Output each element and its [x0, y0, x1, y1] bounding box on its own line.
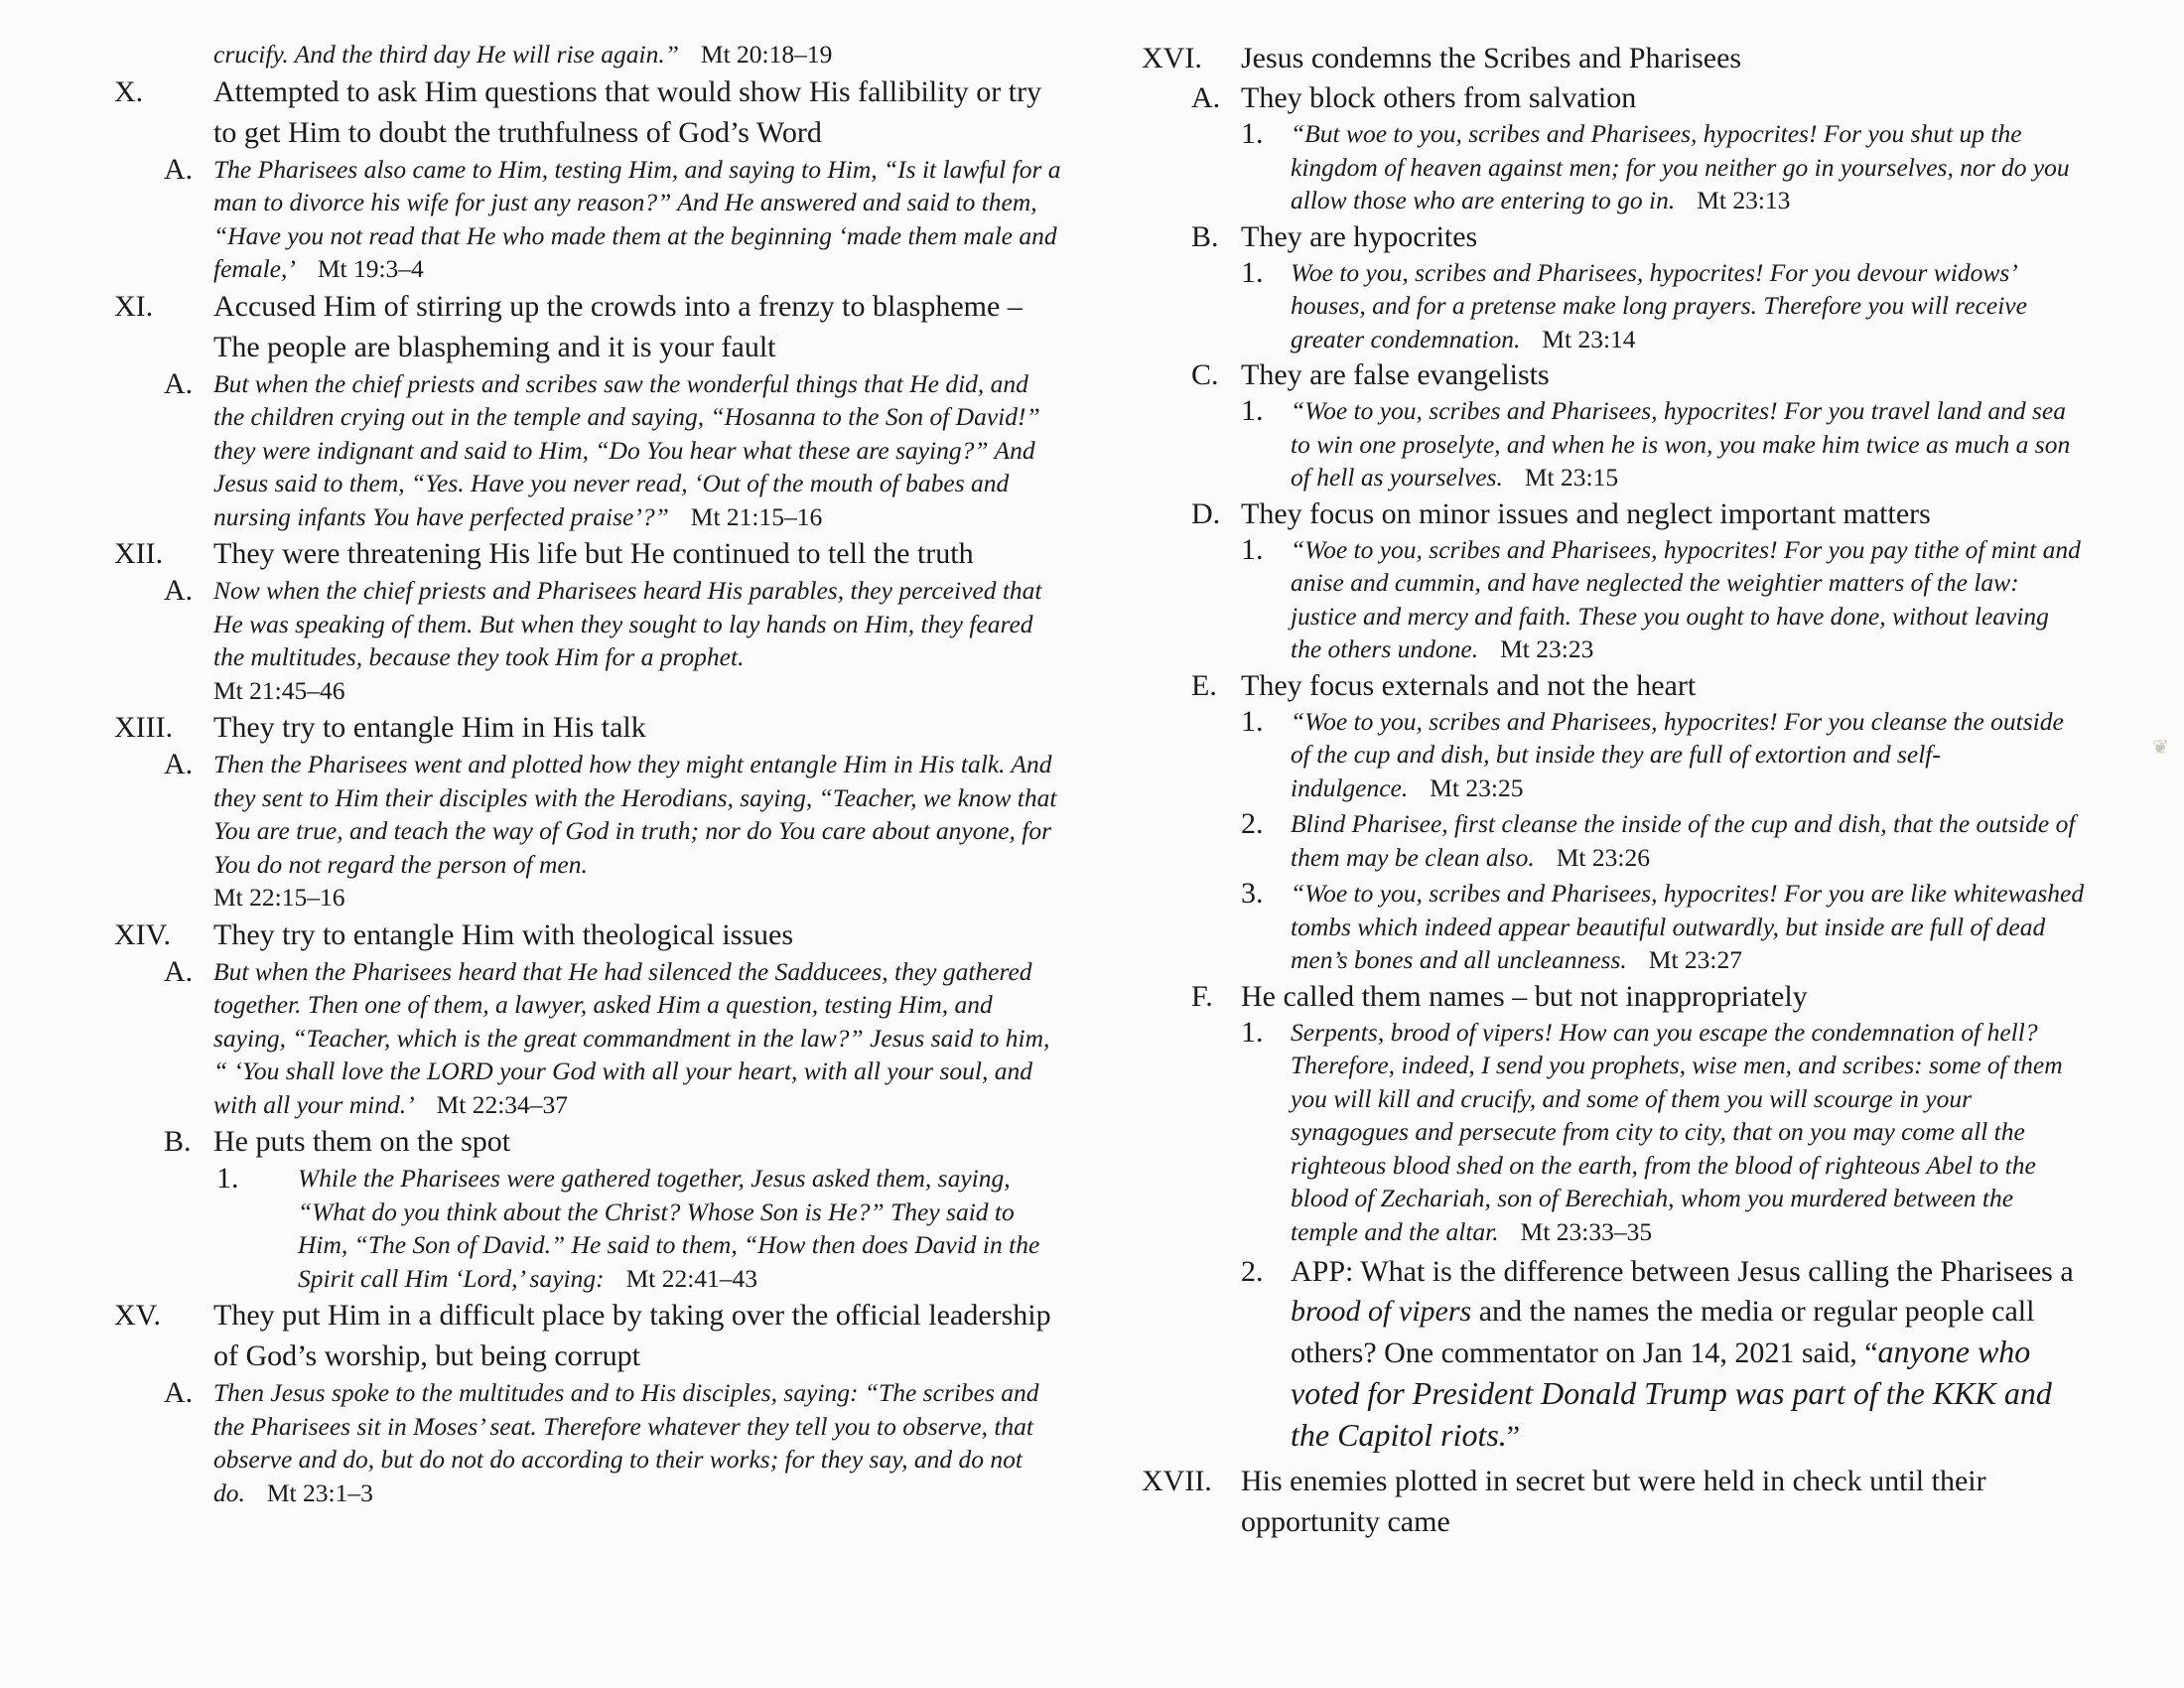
number-marker: 1.: [1241, 394, 1264, 427]
sub-item-xvi-e-1: [1142, 705, 2085, 805]
scripture-ref: Mt 22:34–37: [436, 1089, 569, 1119]
sub-item-xiv-b: [109, 1121, 1062, 1162]
letter-marker: A.: [164, 1376, 194, 1409]
roman-numeral: XI.: [114, 289, 154, 323]
scripture-ref: Mt 23:15: [1524, 463, 1619, 492]
number-marker: 3.: [1241, 877, 1264, 910]
number-marker: 1.: [1241, 117, 1264, 150]
sub-item-xvi-e-3: [1142, 877, 2085, 977]
quote-text: Now when the chief priests and Pharisees heard His parables, they perceived that He was speaking of them. But when they sought to lay hands on Him, they feared the multitudes, because they took Him for a prophet.: [213, 576, 1042, 671]
number-marker: 1.: [1241, 255, 1264, 289]
app-text-end: ”: [1506, 1420, 1521, 1453]
outline-item-xiii: [109, 707, 1062, 748]
scripture-ref: Mt 23:25: [1430, 773, 1524, 802]
scripture-ref: Mt 23:1–3: [266, 1477, 373, 1507]
letter-marker: C.: [1191, 358, 1219, 391]
roman-numeral: XVI.: [1142, 42, 1202, 74]
sub-heading: He puts them on the spot: [213, 1125, 511, 1158]
outline-item-xi: [109, 286, 1062, 367]
outline-item-xiv: [109, 914, 1062, 955]
sub-heading: They are false evangelists: [1241, 358, 1550, 391]
outline-item-xvi: [1142, 38, 2085, 78]
sub-item-xiii-a: [109, 748, 1062, 914]
letter-marker: A.: [164, 152, 194, 186]
number-marker: 1.: [1241, 1015, 1264, 1049]
continued-quote: [109, 38, 1062, 71]
outline-heading: They were threatening His life but He continued to tell the truth: [213, 537, 974, 570]
quote-text: “Woe to you, scribes and Pharisees, hypocrites! For you cleanse the outside of the cup and dish, but inside they are full of extortion and self-indulgence.: [1291, 706, 2064, 802]
quote-text: crucify. And the third day He will rise again.”: [213, 40, 679, 69]
letter-marker: A.: [164, 954, 194, 988]
sub-item-xvi-b: [1142, 217, 2085, 256]
sub-item-xvi-f: [1142, 977, 2085, 1016]
roman-numeral: XII.: [114, 537, 164, 570]
quote-text: Then the Pharisees went and plotted how they might entangle Him in His talk. And they sent to Him their disciples with the Herodians, saying, “Teacher, we know that You are true, and teach the way of God in truth; nor do You care about anyone, for You do not regard the person of men.: [213, 750, 1057, 879]
number-marker: 2.: [1241, 1255, 1264, 1288]
number-marker: 1.: [1241, 532, 1264, 566]
scripture-ref: Mt 20:18–19: [700, 40, 833, 69]
paper-speck: ❦: [2152, 737, 2169, 759]
outline-item-x: [109, 71, 1062, 153]
sub-item-xvi-f-2: [1142, 1252, 2085, 1457]
app-emphasis: brood of vipers: [1291, 1295, 1472, 1328]
letter-marker: A.: [1191, 81, 1221, 114]
sub-item-x-a: [109, 153, 1062, 286]
outline-item-xii: [109, 533, 1062, 574]
sub-heading: They focus externals and not the heart: [1241, 668, 1697, 702]
letter-marker: B.: [164, 1125, 192, 1158]
quote-text: While the Pharisees were gathered together, Jesus asked them, saying, “What do you think about the Christ? Whose Son is He?” They said to Him, “The Son of David.” He said to them, “How then does David in the Spirit call Him ‘Lord,’ saying:: [298, 1164, 1040, 1293]
sub-item-xvi-e: [1142, 666, 2085, 705]
quote-text: The Pharisees also came to Him, testing Him, and saying to Him, “Is it lawful for a man to divorce his wife for just any reason?” And He answered and said to them, “Have you not read that He who made them at the beginning ‘made them male and female,’: [213, 154, 1061, 283]
number-marker: 1.: [216, 1162, 239, 1195]
outline-heading: Accused Him of stirring up the crowds into a frenzy to blaspheme – The people are blaspheming and it is your fault: [213, 289, 1023, 363]
quote-text: Serpents, brood of vipers! How can you escape the condemnation of hell? Therefore, indeed, I send you prophets, wise men, and scribes: some of them you will kill and crucify, and some of them you will scourge in your synagogues and persecute from city to city, that on you may come all the righteous blood shed on the earth, from the blood of righteous Abel to the blood of Zechariah, son of Berechiah, whom you murdered between the temple and the altar.: [1291, 1017, 2063, 1246]
outline-heading: His enemies plotted in secret but were held in check until their opportunity came: [1241, 1465, 1986, 1538]
sub-item-xvi-d: [1142, 494, 2085, 533]
scripture-ref: Mt 23:14: [1542, 324, 1636, 353]
quote-text: Then Jesus spoke to the multitudes and to His disciples, saying: “The scribes and the Pharisees sit in Moses’ seat. Therefore whatever they tell you to observe, that observe and do, but do not do according to their works; for they say, and do not do.: [213, 1378, 1039, 1507]
app-text-start: APP: What is the difference between Jesus calling the Pharisees a: [1291, 1255, 2074, 1288]
scripture-ref: Mt 23:26: [1556, 842, 1650, 872]
letter-marker: F.: [1191, 979, 1213, 1013]
sub-heading: They block others from salvation: [1241, 81, 1637, 114]
quote-text: But when the chief priests and scribes saw the wonderful things that He did, and the children crying out in the temple and saying, “Hosanna to the Son of David!” they were indignant and said to Him, “Do You hear what these are saying?” And Jesus said to them, “Yes. Have you never read, ‘Out of the mouth of babes and nursing infants You have perfected praise’?”: [213, 368, 1040, 531]
letter-marker: B.: [1191, 219, 1219, 253]
sub-item-xvi-f-1: [1142, 1016, 2085, 1249]
sub-heading: They focus on minor issues and neglect important matters: [1241, 496, 1931, 530]
scripture-ref: Mt 22:15–16: [213, 883, 345, 912]
sub-heading: He called them names – but not inappropriately: [1241, 979, 1808, 1013]
quote-text: “Woe to you, scribes and Pharisees, hypocrites! For you pay tithe of mint and anise and cummin, and have neglected the weightier matters of the law: justice and mercy and faith. These you ought to have done, without leaving the others undone.: [1291, 534, 2081, 663]
letter-marker: D.: [1191, 496, 1221, 530]
sub-item-xvi-a: [1142, 78, 2085, 117]
left-column: [109, 38, 1062, 1509]
sub-heading: They are hypocrites: [1241, 219, 1478, 253]
sub-item-xvi-b-1: [1142, 256, 2085, 356]
scripture-ref: Mt 23:33–35: [1520, 1216, 1653, 1246]
scripture-ref: Mt 23:23: [1500, 634, 1594, 663]
outline-heading: Jesus condemns the Scribes and Pharisees: [1241, 42, 1742, 74]
outline-heading: They try to entangle Him in His talk: [213, 711, 646, 744]
quote-text: “But woe to you, scribes and Pharisees, hypocrites! For you shut up the kingdom of heaven against men; for you neither go in yourselves, nor do you allow those who are entering to go in.: [1291, 119, 2070, 214]
sub-item-xiv-a: [109, 955, 1062, 1122]
letter-marker: A.: [164, 574, 194, 607]
quote-text: “Woe to you, scribes and Pharisees, hypocrites! For you travel land and sea to win one proselyte, and when he is won, you make him twice as much a son of hell as yourselves.: [1291, 396, 2071, 492]
sub-item-xiv-b-1: [109, 1162, 1062, 1295]
outline-item-xvii: [1142, 1461, 2085, 1542]
roman-numeral: XV.: [114, 1299, 161, 1332]
roman-numeral: XVII.: [1142, 1465, 1212, 1497]
letter-marker: A.: [164, 366, 194, 400]
sub-item-xi-a: [109, 367, 1062, 534]
sub-item-xv-a: [109, 1376, 1062, 1509]
app-quote: anyone who voted for President Donald Trump was part of the KKK and the Capitol riots.: [1291, 1334, 2052, 1453]
roman-numeral: XIII.: [114, 711, 174, 744]
letter-marker: A.: [164, 748, 194, 780]
number-marker: 1.: [1241, 704, 1264, 738]
sub-item-xvi-c: [1142, 355, 2085, 394]
quote-text: But when the Pharisees heard that He had silenced the Sadducees, they gathered together. Then one of them, a lawyer, asked Him a question, testing Him, and saying, “Teacher, which is the great commandment in the law?” Jesus said to him, “ ‘You shall love the LORD your God with all your heart, with all your soul, and with all your mind.’: [213, 956, 1050, 1119]
scripture-ref: Mt 23:27: [1648, 945, 1743, 974]
roman-numeral: XIV.: [114, 917, 171, 951]
scripture-ref: Mt 21:15–16: [690, 501, 823, 531]
scripture-ref: Mt 19:3–4: [317, 254, 424, 283]
scripture-ref: Mt 22:41–43: [625, 1263, 758, 1293]
quote-text: “Woe to you, scribes and Pharisees, hypocrites! For you are like whitewashed tombs which indeed appear beautiful outwardly, but inside are full of dead men’s bones and all uncleanness.: [1291, 879, 2085, 974]
app-text-mid: and the names the media or regular people call others? One commentator on Jan 14, 2021 said, “: [1291, 1295, 2035, 1369]
outline-heading: They try to entangle Him with theological issues: [213, 917, 794, 951]
outline-heading: They put Him in a difficult place by taking over the official leadership of God’s worship, but being corrupt: [213, 1299, 1051, 1372]
right-column: [1142, 38, 2085, 1542]
sub-item-xii-a: [109, 574, 1062, 707]
letter-marker: E.: [1191, 668, 1217, 702]
sub-item-xvi-a-1: [1142, 117, 2085, 217]
sub-item-xvi-d-1: [1142, 533, 2085, 666]
quote-text: Woe to you, scribes and Pharisees, hypocrites! For you devour widows’ houses, and for a pretense make long prayers. Therefore you will receive greater condemnation.: [1291, 257, 2027, 353]
quote-text: Blind Pharisee, first cleanse the inside of the cup and dish, that the outside of them may be clean also.: [1291, 809, 2076, 872]
outline-heading: Attempted to ask Him questions that would show His fallibility or try to get Him to doubt the truthfulness of God’s Word: [213, 74, 1042, 149]
outline-item-xv: [109, 1295, 1062, 1376]
scripture-ref: Mt 23:13: [1697, 186, 1791, 214]
number-marker: 2.: [1241, 807, 1264, 840]
sub-item-xvi-c-1: [1142, 394, 2085, 494]
scripture-ref: Mt 21:45–46: [213, 675, 345, 705]
sub-item-xvi-e-2: [1142, 807, 2085, 874]
roman-numeral: X.: [114, 74, 144, 108]
